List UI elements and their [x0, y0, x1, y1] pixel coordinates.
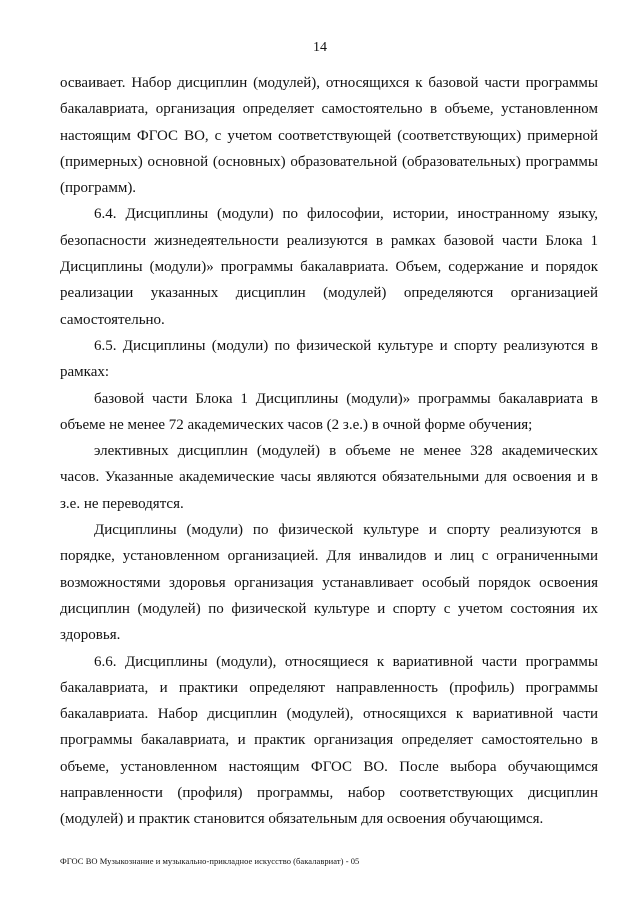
page-footer: ФГОС ВО Музыкознание и музыкально-прикладное искусство (бакалавриат) - 05 — [60, 856, 360, 866]
paragraph-6-6: 6.6. Дисциплины (модули), относящиеся к вариативной части программы бакалавриата, и практики определяют направленность (профиль) программы бакалавриата. Набор дисциплин (модулей), относящихся к вариативной части программы бакалавриата, и практик организация определяет самостоятельно в объеме, установленном настоящим ФГОС ВО. После выбора обучающимся направленности (профиля) программы, набор соответствующих дисциплин (модулей) и практик становится обязательным для освоения обучающимся. — [60, 653, 598, 828]
paragraph-6-5: 6.5. Дисциплины (модули) по физической культуре и спорту реализуются в рамках: — [60, 337, 598, 381]
paragraph-basic-part: базовой части Блока 1 Дисциплины (модули)» программы бакалавриата в объеме не менее 72 академических часов (2 з.е.) в очной форме обучения; — [60, 390, 598, 433]
document-body — [60, 70, 598, 833]
paragraph-elective: элективных дисциплин (модулей) в объеме не менее 328 академических часов. Указанные академические часы являются обязательными для освоения и в з.е. не переводятся. — [60, 443, 598, 512]
paragraph-continuation: осваивает. Набор дисциплин (модулей), относящихся к базовой части программы бакалавриата, организация определяет самостоятельно в объеме, установленном настоящим ФГОС ВО, с учетом соответствующей (соответствующих) примерной (примерных) основной (основных) образовательной (образовательных) программы (программ). — [60, 75, 598, 197]
page-number: 14 — [313, 40, 327, 55]
paragraph-pe-disabled: Дисциплины (модули) по физической культуре и спорту реализуются в порядке, установленном организацией. Для инвалидов и лиц с ограниченными возможностями здоровья организация устанавливает особый порядок освоения дисциплин (модулей) по физической культуре и спорту с учетом состояния их здоровья. — [60, 522, 598, 644]
paragraph-6-4: 6.4. Дисциплины (модули) по философии, истории, иностранному языку, безопасности жизнедеятельности реализуются в рамках базовой части Блока 1 Дисциплины (модули)» программы бакалавриата. Объем, содержание и порядок реализации указанных дисциплин (модулей) определяются организацией самостоятельно. — [60, 206, 598, 328]
